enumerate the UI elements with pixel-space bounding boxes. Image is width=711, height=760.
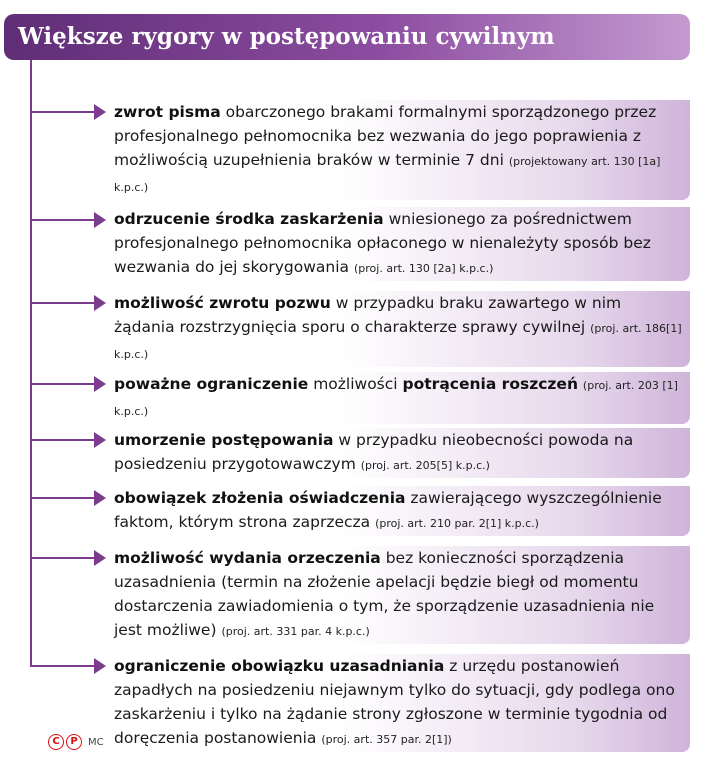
item-reference: (proj. art. 203 [1] k.p.c.) bbox=[114, 379, 678, 418]
item-heading: umorzenie postępowania bbox=[114, 431, 334, 449]
item-heading-2: potrącenia roszczeń bbox=[402, 375, 578, 393]
item-text: zawierającego wyszczególnienie faktom, którym strona zaprzecza bbox=[114, 489, 662, 531]
connector-line bbox=[30, 383, 100, 385]
item-reference: (proj. art. 210 par. 2[1] k.p.c.) bbox=[375, 517, 539, 530]
list-item bbox=[108, 207, 690, 281]
item-text: w przypadku braku zawartego w nim żądania rozstrzygnięcia sporu o charakterze sprawy cywilnej bbox=[114, 294, 622, 336]
item-heading: możliwość zwrotu pozwu bbox=[114, 294, 331, 312]
item-reference: (proj. art. 130 [2a] k.p.c.) bbox=[354, 262, 494, 275]
item-text: z urzędu postanowień zapadłych na posiedzeniu niejawnym tylko do sytuacji, gdy podlega ono zaskarżeniu i tylko na żądanie strony zgłoszone w terminie tygodnia od doręczenia postanowienia bbox=[114, 657, 675, 747]
list-item bbox=[108, 654, 690, 752]
list-item bbox=[108, 372, 690, 424]
list-item bbox=[108, 546, 690, 644]
connector-line bbox=[30, 219, 100, 221]
arrow-icon bbox=[94, 432, 106, 448]
item-text: w przypadku nieobecności powoda na posiedzeniu przygotowawczym bbox=[114, 431, 634, 473]
timeline-trunk bbox=[30, 60, 32, 665]
arrow-icon bbox=[94, 376, 106, 392]
list-item bbox=[108, 291, 690, 367]
title-banner bbox=[4, 14, 690, 60]
connector-line bbox=[30, 497, 100, 499]
connector-line bbox=[30, 111, 100, 113]
item-text: bez konieczności sporządzenia uzasadnienia (termin na złożenie apelacji będzie biegł od momentu dostarczenia zawiadomienia o tym, że sporządzenie uzasadnienia nie jest możliwe) bbox=[114, 549, 655, 639]
item-text: obarczonego brakami formalnymi sporządzonego przez profesjonalnego pełnomocnika bez wezwania do jego poprawienia z możliwością uzupełnienia braków w terminie 7 dni bbox=[114, 103, 657, 169]
phonogram-icon: P bbox=[66, 734, 82, 750]
item-text: możliwości bbox=[308, 375, 403, 393]
item-heading: możliwość wydania orzeczenia bbox=[114, 549, 381, 567]
item-reference: (projektowany art. 130 [1a] k.p.c.) bbox=[114, 155, 661, 194]
credit-footer bbox=[48, 734, 104, 750]
connector-line bbox=[30, 665, 100, 667]
item-heading: poważne ograniczenie bbox=[114, 375, 309, 393]
arrow-icon bbox=[94, 104, 106, 120]
arrow-icon bbox=[94, 212, 106, 228]
list-item bbox=[108, 428, 690, 478]
item-heading: obowiązek złożenia oświadczenia bbox=[114, 489, 406, 507]
copyright-icon: C bbox=[48, 734, 64, 750]
arrow-icon bbox=[94, 550, 106, 566]
page-title: Większe rygory w postępowaniu cywilnym bbox=[18, 23, 555, 50]
connector-line bbox=[30, 439, 100, 441]
item-text: wniesionego za pośrednictwem profesjonalnego pełnomocnika opłaconego w nienależyty sposób bez wezwania do jej skorygowania bbox=[114, 210, 651, 276]
arrow-icon bbox=[94, 490, 106, 506]
author-credit: MC bbox=[88, 736, 104, 748]
item-heading: odrzucenie środka zaskarżenia bbox=[114, 210, 384, 228]
item-reference: (proj. art. 357 par. 2[1]) bbox=[321, 733, 452, 746]
connector-line bbox=[30, 557, 100, 559]
item-reference: (proj. art. 205[5] k.p.c.) bbox=[360, 459, 490, 472]
arrow-icon bbox=[94, 658, 106, 674]
list-item bbox=[108, 486, 690, 536]
item-heading: ograniczenie obowiązku uzasadniania bbox=[114, 657, 445, 675]
item-reference: (proj. art. 331 par. 4 k.p.c.) bbox=[221, 625, 370, 638]
arrow-icon bbox=[94, 295, 106, 311]
list-item bbox=[108, 100, 690, 200]
connector-line bbox=[30, 302, 100, 304]
item-heading: zwrot pisma bbox=[114, 103, 221, 121]
item-reference: (proj. art. 186[1] k.p.c.) bbox=[114, 322, 682, 361]
